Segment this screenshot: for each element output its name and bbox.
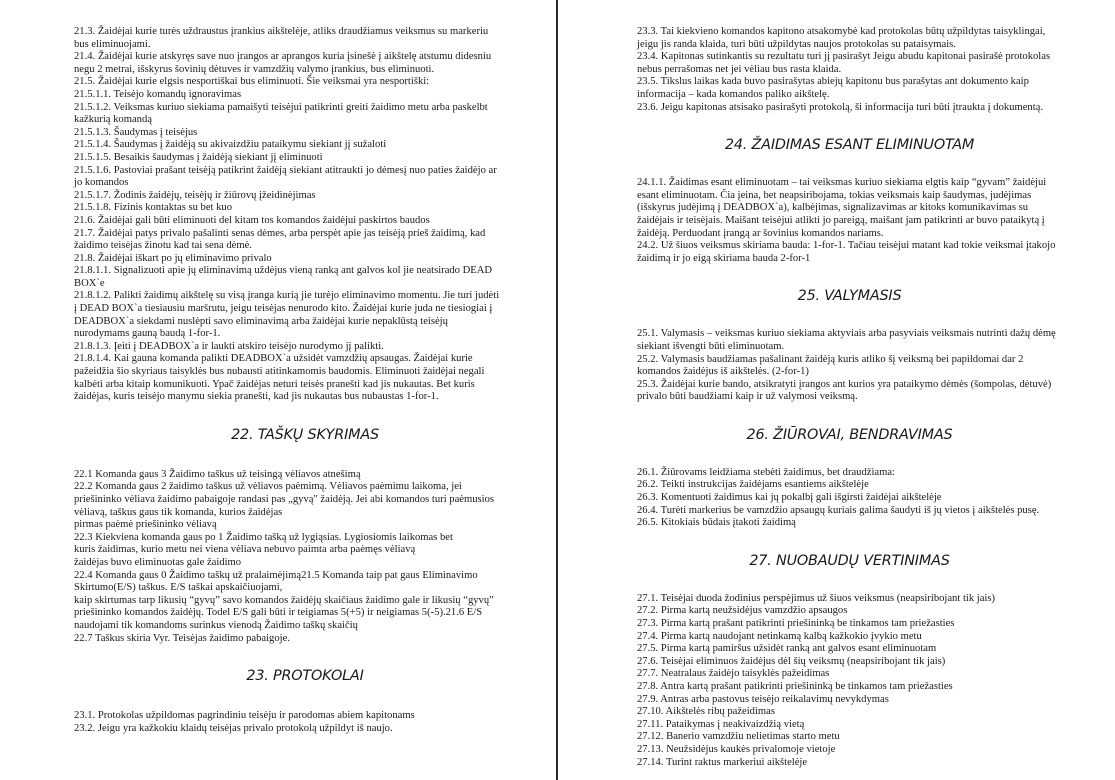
text-line: žaidėjas buvo eliminuotas gale žaidimo	[74, 556, 242, 568]
text-line: 21.5.1.5. Besaikis šaudymas į žaidėją siekiant jį eliminuoti	[74, 151, 323, 163]
text-line: 21.5.1.4. Šaudymas į žaidėją su akivaizdžiu pataikymu siekiant jį sužaloti	[74, 139, 387, 151]
text-line: 21.8.1.3. Įeiti į DEADBOX`a ir laukti atskiro teisėjo nurodymo jį palikti.	[74, 340, 384, 352]
section-24-heading: 24. ŽAIDIMAS ESANT ELIMINUOTAM	[724, 137, 975, 154]
text-line: 27.1. Teisėjai duoda žodinius perspėjimus už šiuos veiksmus (neapsiribojant tik jais)	[637, 592, 996, 604]
text-line: 27.5. Pirma kartą pamiršus užsidėt ranką ant galvos esant eliminuotam	[637, 643, 937, 655]
text-line: privalo būti baudžiami kaip ir už valymosi veiksmą.	[637, 391, 858, 403]
text-line: 21.5.1.1. Teisėjo komandų ignoravimas	[74, 88, 242, 100]
text-line: 25.2. Valymasis baudžiamas pašalinant žaidėją kuris atliko šį veiksmą bei papildomai dar 2	[637, 353, 1024, 365]
text-line: į DEAD BOX`a tiesiausiu maršrutu, jeigu teisėjas nenurodo kito. Žaidėjai kurie juda ne tiesiogiai į	[74, 303, 493, 315]
text-line: 21.5.1.2. Veiksmas kuriuo siekiama pamaišyti teisėjui patikrinti greiti žaidimo metu arba paskelbt	[74, 101, 488, 113]
text-line: žaidėjais ir teisėjais. Maišant teisėjui atlikti jo pareigą, maišant jam patikrinti ar buvo pataikytą į	[637, 214, 1045, 226]
text-line: 21.6. Žaidėjai gali būti eliminuoti del kitam tos komandos žaidėjui paskirtos baudos	[74, 214, 430, 226]
text-line: 21.5. Žaidėjai kurie elgsis nesportiškai bus eliminuoti. Šie veiksmai yra nesportiški:	[74, 76, 430, 88]
text-line: 27.12. Banerio vamzdžiu nelietimas starto metu	[637, 731, 840, 743]
text-line: 21.8.1.1. Signalizuoti apie jų eliminavimą uždėjus vieną ranką ant galvos kol jie neatsirado DEAD	[74, 265, 493, 277]
text-line: esant eliminuotam. Čia įeina, bet neapsiribojama, tokias veiksmais kaip šaudymas, judėjimas	[637, 189, 1032, 201]
text-line: 21.8. Žaidėjai iškart po jų eliminavimo privalo	[74, 252, 272, 264]
text-line: žaidimą ir jo eigą skiriama bauda 2-for-1	[637, 252, 811, 264]
page-divider	[556, 0, 558, 780]
text-line: 21.8.1.4. Kai gauna komanda palikti DEADBOX`a užsidėt vamzdžių apsaugas. Žaidėjai kurie	[74, 353, 473, 365]
text-line: 27.9. Antras arba pastovus teisėjo reikalavimų nevykdymas	[637, 693, 889, 705]
text-line: 24.1.1. Žaidimas esant eliminuotam – tai veiksmas kuriuo siekiama elgtis kaip “gyvam” žaidėjui	[637, 177, 1047, 189]
text-line: 22.3 Kiekviena komanda gaus po 1 Žaidimo tašką už lygiąsias. Lygiosiomis laikomas bet	[74, 531, 453, 543]
text-line: 23.5. Tikslus laikas kada buvo pasirašytas abiejų kapitonu bus parašytas ant dokumento kaip	[637, 76, 1029, 88]
text-line: 27.2. Pirma kartą neužsidėjus vamzdžio apsaugos	[637, 605, 848, 617]
text-line: 27.7. Neatralaus žaidėjo taisyklės pažeidimas	[637, 668, 830, 680]
text-line: 27.10. Aikštelės ribų pažeidimas	[637, 706, 775, 718]
text-line: siekiant išvengti būti eliminuotam.	[637, 340, 785, 352]
text-line: jo komandos	[74, 177, 129, 189]
text-line: priešininko komandos žaidėjų. Todel E/S gali būti ir teigiamas 5(+5) ir neigiamas 5(-5).21.6 E/S	[74, 607, 483, 619]
text-line: žaidimo teisėjas žinotu kad tai sena dėmė.	[74, 240, 252, 252]
text-line: 22.1 Komanda gaus 3 Žaidimo taškus už teisingą vėliavos atnešimą	[74, 468, 361, 480]
text-line: jeigu jis randa klaida, turi būti užpildytas naujos protokolas su pataisymais.	[637, 38, 956, 50]
text-line: 26.2. Teikti instrukcijas žaidėjams esantiems aikštelėje	[637, 479, 869, 491]
section-23-text	[74, 710, 536, 735]
text-line: 24.2. Už šiuos veiksmus skiriama bauda: 1-for-1. Tačiau teisėjui matant kad tokie veiksmai įtakojo	[637, 240, 1056, 252]
text-line: nebus perrašomas net jei vėliau bus rasta klaida.	[637, 63, 842, 75]
text-line: 23.4. Kapitonas sutinkantis su rezultatu turi jį pasirašyt Jeigu abudu kapitonai pasirašė protokolas	[637, 51, 1051, 63]
text-line: kaip skirtumas tarp likusių “gyvų” savo komandos žaidėjų skaičiaus žaidimo gale ir likusių “gyvų”	[74, 594, 494, 606]
section-21-text	[74, 26, 536, 404]
text-line: (išskyrus judėjimą į DEADBOX`a), kalbėjimas, signalizavimas ar kitoks komunikavimas su	[637, 202, 1029, 214]
section-25-text	[637, 328, 1062, 404]
text-line: 23.3. Tai kiekvieno komandos kapitono atsakomybė kad protokolas būtų užpildytas taisyklingai,	[637, 26, 1046, 37]
text-line: bus eliminuojami.	[74, 38, 151, 50]
section-27-text	[637, 593, 1062, 769]
text-line: 27.6. Teisėjai eliminuos žaidėjus dėl šių veiksmų (neapsiribojant tik jais)	[637, 655, 946, 667]
section-26-heading: 26. ŽIŪROVAI, BENDRAVIMAS	[746, 426, 953, 443]
text-line: 27.11. Pataikymas į neakivaizdžią vietą	[637, 718, 805, 730]
left-page	[0, 0, 556, 780]
section-23-heading: 23. PROTOKOLAI	[246, 668, 364, 685]
text-line: 21.5.1.3. Šaudymas į teisėjus	[74, 126, 198, 138]
section-27-heading: 27. NUOBAUDŲ VERTINIMAS	[749, 552, 950, 569]
text-line: 22.2 Komanda gaus 2 žaidimo taškus už vėliavos paėmimą. Vėliavos paėmimu laikoma, jei	[74, 481, 462, 493]
section-25-heading: 25. VALYMASIS	[797, 288, 902, 305]
text-line: 23.1. Protokolas užpildomas pagrindiniu teisėju ir parodomas abiem kapitonams	[74, 710, 415, 722]
text-line: kuris žaidimas, kurio metu nei viena vėliava nebuvo paimta arba paėmęs vėliavą	[74, 544, 416, 556]
text-line: kažkurią komandą	[74, 114, 152, 126]
text-line: vėliavą, taškus gaus tik komanda, kurios žaidėjas	[74, 506, 283, 518]
text-line: DEADBOX`a siekdami nuslėpti savo eliminavimą arba žaidėjai kurie nepaklūstą teisėjų	[74, 315, 448, 327]
text-line: 25.3. Žaidėjai kurie bando, atsikratyti įrangos ant kurios yra pataikymo dėmės (šompolas, dėtuvė)	[637, 378, 1052, 390]
text-line: priešininko vėliava žaidimo pabaigoje randasi pas „gyvą" žaidėją. Jei abi komandos turi paėmusios	[74, 494, 495, 505]
text-line: 21.5.1.6. Pastoviai prašant teisėją patikrint žaidėją siekiant atitraukti jo dėmesį nuo paties žaidėjo ar	[74, 164, 497, 176]
text-line: 22.7 Taškus skiria Vyr. Teisėjas žaidimo pabaigoje.	[74, 632, 290, 644]
text-line: 26.4. Turėti markerius be vamzdžio apsaugų kuriais galima šaudyti iš jų vietos į aikštelės pusę.	[637, 504, 1040, 516]
text-line: 21.8.1.2. Palikti žaidimų aikštelę su visą įranga kurią jie turėjo eliminavimo momentu. Jie turi judėti	[74, 290, 500, 302]
text-line: nurodymams gauną baudą 1-for-1.	[74, 328, 221, 340]
text-line: komandos žaidėjus iš aikštelės. (2-for-1)	[637, 366, 809, 378]
text-line: 23.6. Jeigu kapitonas atsisako pasirašyti protokolą, ši informacija turi būti įtraukta į dokumentą.	[637, 101, 1044, 113]
text-line: pirmas paėmė priešininko vėliavą	[74, 519, 217, 531]
left-column	[74, 26, 536, 735]
section-26-text	[637, 467, 1062, 530]
section-22-heading: 22. TAŠKŲ SKYRIMAS	[231, 426, 379, 443]
text-line: 27.14. Turint raktus markeriui aikštelėje	[637, 756, 808, 768]
text-line: 27.3. Pirma kartą prašant patikrinti priešininką be tinkamos tam priežasties	[637, 618, 955, 630]
text-line: 21.5.1.7. Žodinis žaidėjų, teisėjų ir žiūrovų įžeidinėjimas	[74, 189, 316, 201]
text-line: negu 2 metrai, išskyrus šovinių dėtuves ir vamzdžių valymo įrankius, bus eliminuoti.	[74, 63, 435, 75]
text-line: 21.3. Žaidėjai kurie turės uždraustus įrankius aikštelėje, atliks draudžiamus veiksmus su markeriu	[74, 26, 489, 37]
text-line: 26.1. Žiūrovams leidžiama stebėti žaidimus, bet draudžiama:	[637, 466, 895, 478]
text-line: Skirtumo(E/S) taškus. E/S taškai apskaičiuojami,	[74, 582, 283, 594]
right-page	[559, 0, 1115, 780]
text-line: kalbėti arba kitaip komunikuoti. Ypač žaidėjas neturi teisės pranešti kad jis nukautas. Bet kuris	[74, 378, 475, 390]
text-line: naudojami tik komandoms surinkus vienodą Žaidimo taškų skaičių	[74, 619, 358, 631]
text-line: 21.5.1.8. Fizinis kontaktas su bet kuo	[74, 202, 233, 214]
text-line: informacija – kada komandos paliko aikštelę.	[637, 88, 830, 100]
text-line: 27.13. Neužsidėjus kaukės privalomoje vietoje	[637, 743, 836, 755]
text-line: 27.4. Pirma kartą naudojant netinkamą kalbą kažkokio įvykio metu	[637, 630, 922, 642]
text-line: 27.8. Antra kartą prašant patikrinti priešininką be tinkamos tam priežasties	[637, 681, 953, 692]
right-column	[637, 26, 1062, 769]
text-line: pažeidžia šio skyriaus taisyklės bus nubausti atitinkamomis baudomis. Eliminuoti žaidėjai negali	[74, 366, 485, 378]
text-line: 26.5. Kitokiais būdais įtakoti žaidimą	[637, 517, 796, 529]
section-24-text	[637, 177, 1062, 265]
text-line: žaidėjas, kuris teisėjo manymu siekia pranešti, kad jis nukautas bus nubaustas 1-for-1.	[74, 391, 439, 403]
text-line: 26.3. Komentuoti žaidimus kai jų pokalbį gali išgirsti žaidėjai aikštelėje	[637, 492, 942, 504]
section-22-text	[74, 469, 536, 645]
text-line: BOX`e	[74, 277, 105, 289]
section-23-continued-text	[637, 26, 1062, 114]
text-line: 23.2. Jeigu yra kažkokiu klaidų teisėjas privalo protokolą užpildyt iš naujo.	[74, 722, 393, 734]
text-line: 21.4. Žaidėjai kurie atskyręs save nuo įrangos ar aprangos kuria įsinešė į aikštelę atstumu didesniu	[74, 51, 492, 63]
text-line: 25.1. Valymasis – veiksmas kuriuo siekiama aktyviais arba pasyviais veiksmais nutrinti dažų dėmę	[637, 328, 1056, 340]
text-line: 22.4 Komanda gaus 0 Žaidimo taškų už pralaimėjimą21.5 Komanda taip pat gaus Eliminavimo	[74, 569, 478, 581]
text-line: žaidėją. Perduodant įrangą ar šovinius komandos nariams.	[637, 227, 884, 239]
text-line: 21.7. Žaidėjai patys privalo pašalinti senas dėmes, arba perspėt apie jas teisėją prieš žaidimą, kad	[74, 227, 486, 239]
